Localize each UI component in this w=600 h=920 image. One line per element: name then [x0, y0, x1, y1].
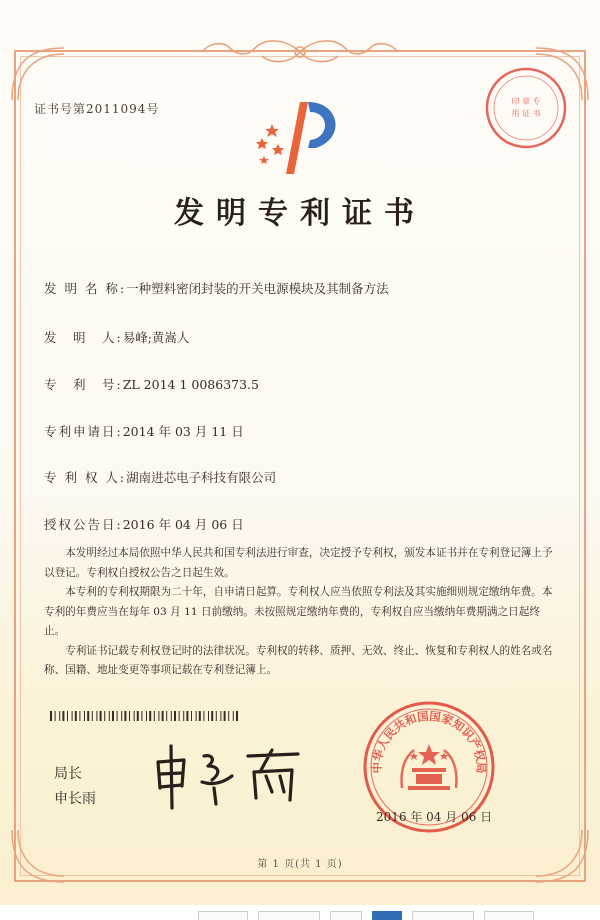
field-application-date	[44, 422, 244, 440]
field-value: 湖南进芯电子科技有限公司	[126, 470, 277, 485]
pager-prev-button[interactable]	[198, 911, 248, 920]
field-invention-name	[44, 279, 389, 297]
pager-thumb-1[interactable]	[258, 911, 320, 920]
top-ornament	[200, 36, 400, 68]
field-grant-date	[44, 515, 244, 533]
certificate-title: 发明专利证书	[174, 196, 426, 231]
patent-office-logo-icon	[250, 98, 350, 178]
field-inventors	[44, 328, 189, 346]
field-label: 发 明 名 称:	[44, 281, 127, 296]
field-value: ZL 2014 1 0086373.5	[122, 377, 259, 392]
field-label: 专 利 权 人:	[44, 470, 127, 485]
field-label: 发 明 人:	[44, 330, 123, 345]
corner-ornament-top-left	[8, 44, 68, 104]
small-seal-stamp	[484, 66, 568, 150]
field-patentee	[44, 468, 276, 486]
certificate-number: 证书号第2011094号	[34, 102, 160, 116]
field-patent-number	[44, 375, 259, 393]
field-value: 2014 年 03 月 11 日	[122, 424, 244, 439]
grant-seal-date: 2016 年 04 月 06 日	[376, 810, 493, 824]
field-value: 2016 年 04 月 06 日	[122, 517, 244, 532]
big-seal-text: 中华人民共和国国家知识产权局	[369, 708, 489, 774]
svg-text:用 证 书: 用 证 书	[511, 109, 541, 118]
barcode	[50, 711, 240, 721]
body-paragraph-1: 本发明经过本局依照中华人民共和国专利法进行审查，决定授予专利权，颁发本证书并在专利登记簿上予以登记。专利权自授权公告之日起生效。	[44, 547, 553, 579]
pager-next-button[interactable]	[484, 911, 534, 920]
body-paragraph-2: 本专利的专利权期限为二十年，自申请日起算。专利权人应当依照专利法及其实施细则规定缴纳年费。本专利的年费应当在每年 03 月 11 日前缴纳。未按照规定缴纳年费的，专利权自应当缴纳年费期满之日起终止。	[44, 586, 553, 637]
signatory-title: 局长	[54, 766, 82, 782]
svg-text:印 章 专: 印 章 专	[511, 97, 541, 106]
signatory-name: 申长雨	[54, 791, 96, 807]
handwritten-signature	[152, 742, 312, 812]
body-paragraph-3: 专利证书记载专利权登记时的法律状况。专利权的转移、质押、无效、终止、恢复和专利权人的姓名或名称、国籍、地址变更等事项记载在专利登记簿上。	[44, 644, 553, 676]
pager-thumb-current[interactable]	[372, 911, 402, 920]
field-label: 专利申请日:	[44, 424, 123, 439]
pager-thumb-2[interactable]	[330, 911, 362, 920]
field-label: 专 利 号:	[44, 377, 123, 392]
field-value: 易峰;黄嵩人	[122, 330, 190, 345]
page-number: 第 1 页(共 1 页)	[257, 859, 343, 870]
field-label: 授权公告日:	[44, 517, 123, 532]
pager-thumb-4[interactable]	[412, 911, 474, 920]
field-value: 一种塑料密闭封装的开关电源模块及其制备方法	[126, 281, 389, 296]
certificate-body-text	[44, 544, 558, 681]
